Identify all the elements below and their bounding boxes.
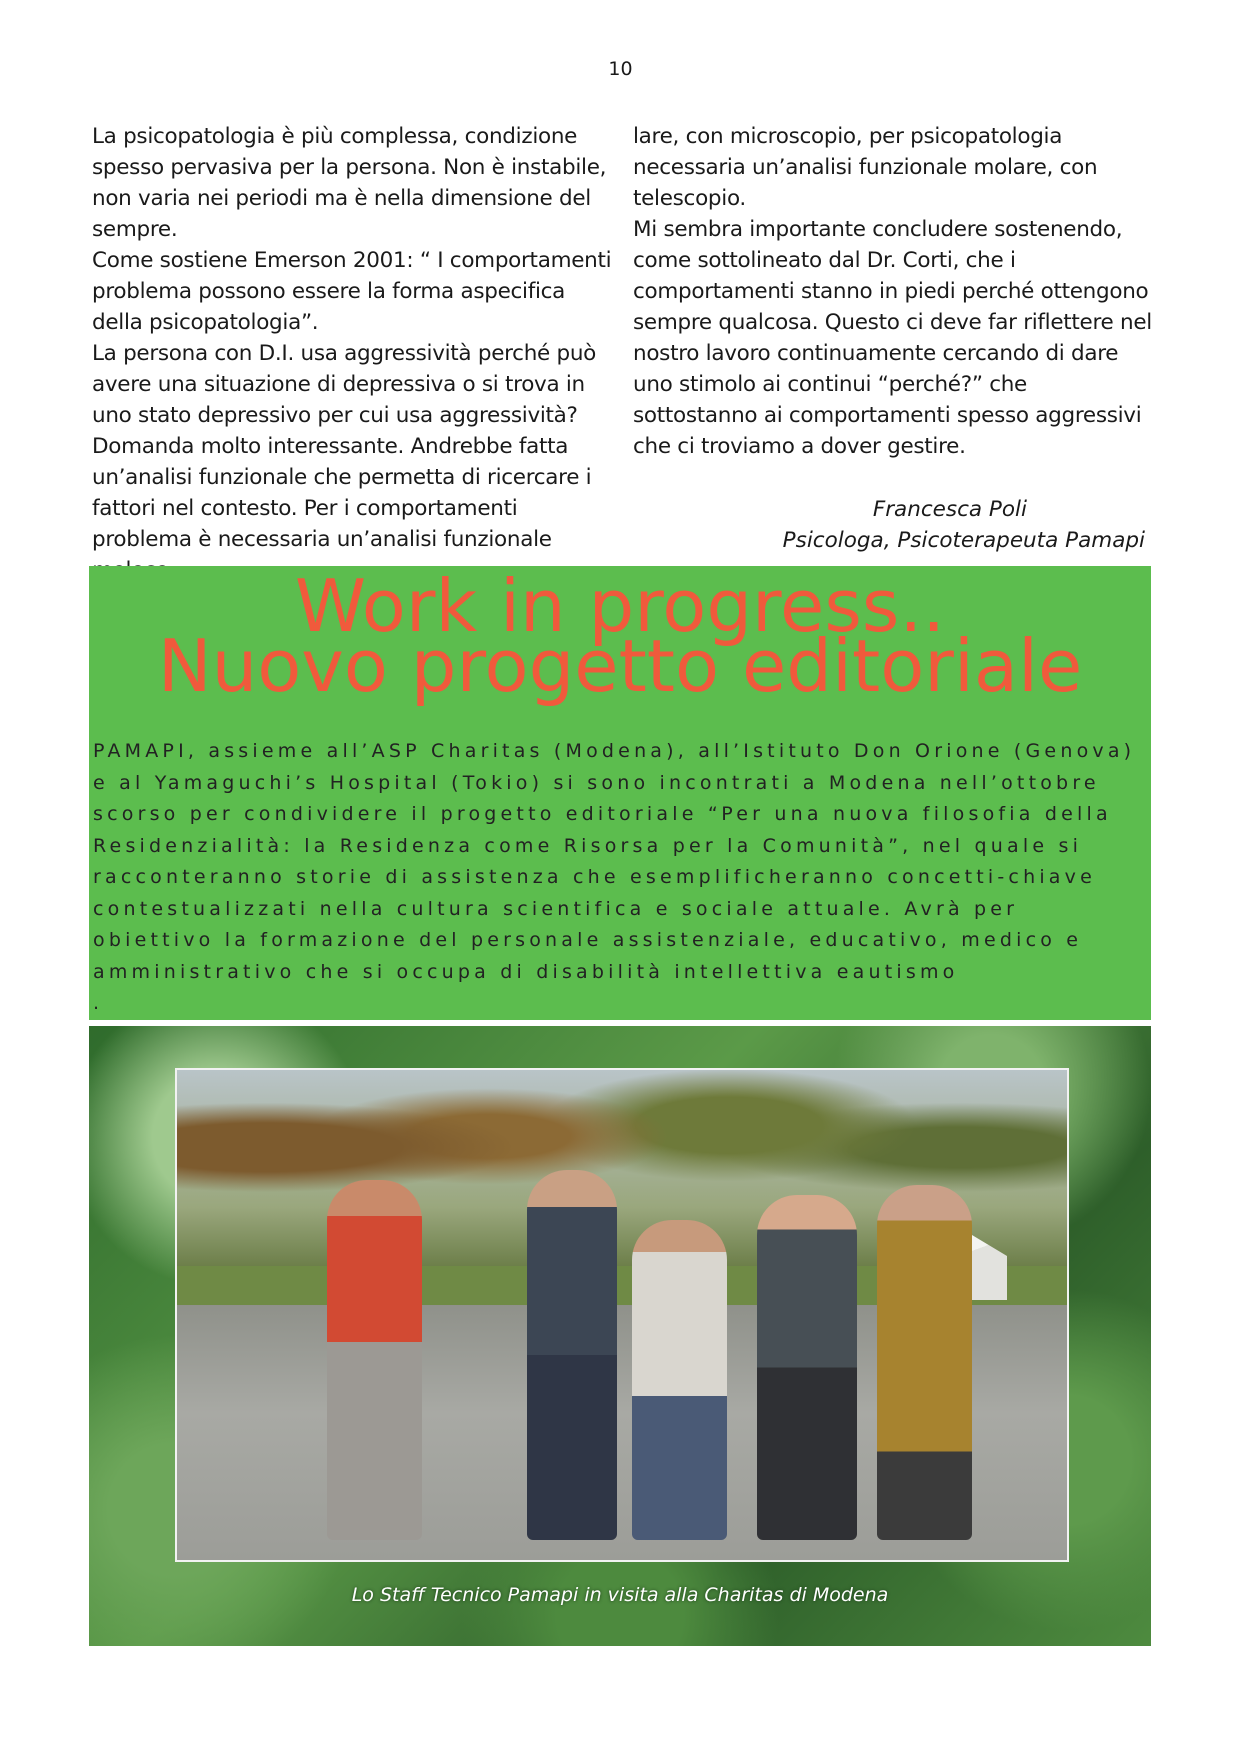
photo-person xyxy=(757,1195,857,1540)
photo-panel xyxy=(89,1026,1151,1646)
paragraph: Mi sembra importante concludere sostenendo, come sottolineato dal Dr. Corti, che i comportamenti stanno in piedi perché ottengono sempre qualcosa. Questo ci deve far riflettere nel nostro lavoro continuamente cercando di dare uno stimolo ai continui “perché?” che sottostanno ai comportamenti spesso aggressivi che ci troviamo a dover gestire. xyxy=(633,217,1152,459)
author-role: Psicologa, Psicoterapeuta Pamapi xyxy=(782,528,1145,553)
paragraph: La psicopatologia è più complessa, condizione spesso pervasiva per la persona. Non è instabile, non varia nei periodi ma è nella dimensione del sempre. xyxy=(92,124,607,242)
photo-person xyxy=(632,1220,727,1540)
paragraph: lare, con microscopio, per psicopatologia necessaria un’analisi funzionale molare, con telescopio. xyxy=(633,124,1098,211)
feature-title xyxy=(89,564,1151,708)
feature-box xyxy=(89,566,1151,1020)
right-column xyxy=(633,121,1153,462)
feature-body-text: PAMAPI, assieme all’ASP Charitas (Modena), all’Istituto Don Orione (Genova) e al Yamaguchi’s Hospital (Tokio) si sono incontrati a Modena nell’ottobre scorso per condividere il progetto editoriale “Per una nuova filosofia della Residenzialità: la Residenza come Risorsa per la Comunità”, nel quale si racconteranno storie di assistenza che esemplificheranno concetti-chiave contestualizzati nella cultura scientifica e sociale attuale. Avrà per obiettivo la formazione del personale assistenziale, educativo, medico e amministrativo che si occupa di disabilità intellettiva eautismo xyxy=(93,740,1136,983)
page-number: 10 xyxy=(608,58,633,80)
feature-trailing-mark: . xyxy=(93,992,104,1014)
photo-caption: Lo Staff Tecnico Pamapi in visita alla Charitas di Modena xyxy=(351,1584,889,1606)
photo-person xyxy=(877,1185,972,1540)
feature-title-line-2: Nuovo progetto editoriale xyxy=(157,624,1083,708)
author-signature xyxy=(633,494,1145,556)
paragraph: La persona con D.I. usa aggressività perché può avere una situazione di depressiva o si trova in uno stato depressivo per cui usa aggressività? Domanda molto interessante. Andrebbe fatta un’analisi funzionale che permetta di ricercare i fattori nel contesto. Per i comportamenti problema è necessaria un’analisi funzionale xyxy=(92,341,597,552)
left-column xyxy=(92,121,612,586)
paragraph: Come sostiene Emerson 2001: “ I comportamenti problema possono essere la forma aspecifica della psicopatologia”. xyxy=(92,248,612,335)
photo-person xyxy=(327,1180,422,1540)
feature-body xyxy=(93,736,1145,1020)
photo-person xyxy=(527,1170,617,1540)
author-name: Francesca Poli xyxy=(872,497,1027,522)
group-photo xyxy=(175,1068,1069,1562)
feature-title-line-1: Work in progress.. xyxy=(294,564,946,648)
